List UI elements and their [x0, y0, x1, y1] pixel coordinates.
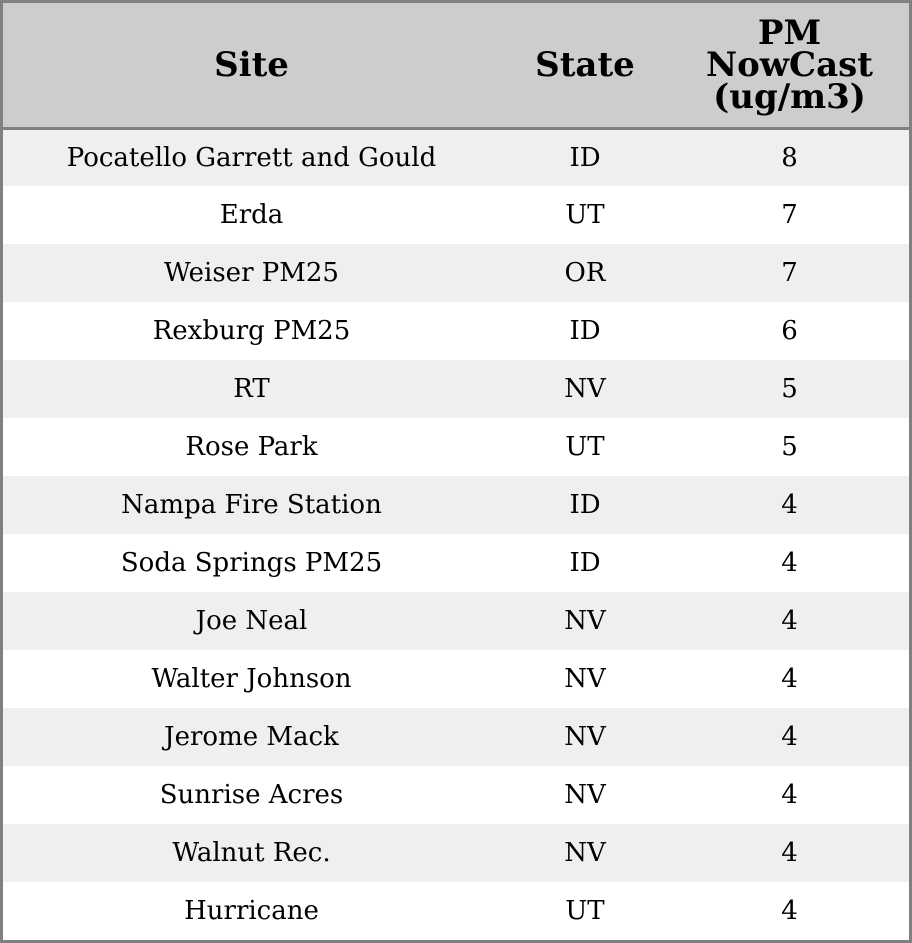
cell-state: UT — [565, 896, 605, 926]
table-row — [3, 418, 909, 476]
table-body — [3, 128, 909, 940]
cell-site: Rose Park — [185, 432, 318, 462]
cell-pm: 7 — [781, 258, 798, 288]
cell-pm: 6 — [781, 316, 798, 346]
cell-state: NV — [564, 722, 606, 752]
cell-site: Walnut Rec. — [172, 838, 331, 868]
table-row — [3, 534, 909, 592]
cell-site: Pocatello Garrett and Gould — [66, 142, 437, 173]
cell-pm: 4 — [781, 780, 798, 810]
cell-pm: 4 — [781, 664, 798, 694]
table-row — [3, 476, 909, 534]
cell-state: UT — [565, 432, 605, 462]
cell-site: Erda — [219, 200, 284, 230]
pm-header-line-3: (ug/m3) — [713, 76, 866, 117]
cell-pm: 4 — [781, 838, 798, 868]
cell-pm: 7 — [781, 200, 798, 230]
cell-site: Rexburg PM25 — [152, 316, 351, 346]
cell-site: Hurricane — [184, 896, 319, 926]
table-row — [3, 360, 909, 418]
cell-state: ID — [569, 548, 601, 578]
cell-state: OR — [564, 258, 606, 288]
table-row — [3, 128, 909, 186]
cell-site: Joe Neal — [195, 606, 308, 636]
cell-state: ID — [569, 316, 601, 346]
cell-state: ID — [569, 490, 601, 520]
cell-site: RT — [233, 374, 270, 404]
table-row — [3, 708, 909, 766]
cell-state: NV — [564, 838, 606, 868]
cell-state: NV — [564, 664, 606, 694]
cell-state: NV — [564, 374, 606, 404]
cell-site: Soda Springs PM25 — [120, 548, 383, 578]
cell-pm: 5 — [781, 432, 798, 462]
table-row — [3, 302, 909, 360]
cell-state: NV — [564, 780, 606, 810]
cell-site: Jerome Mack — [164, 722, 339, 752]
cell-site: Weiser PM25 — [164, 258, 339, 288]
table-header — [3, 3, 909, 128]
cell-pm: 4 — [781, 490, 798, 520]
table-row — [3, 244, 909, 302]
cell-site: Walter Johnson — [151, 664, 352, 694]
table-row — [3, 186, 909, 244]
cell-pm: 4 — [781, 722, 798, 752]
cell-pm: 8 — [781, 142, 798, 173]
cell-pm: 4 — [781, 548, 798, 578]
cell-pm: 4 — [781, 606, 798, 636]
cell-site: Nampa Fire Station — [121, 490, 382, 520]
column-header-state[interactable]: State — [500, 3, 670, 128]
pm-header-line-1: PM — [757, 12, 822, 53]
column-header-pm-nowcast[interactable] — [670, 3, 909, 128]
table-row — [3, 766, 909, 824]
pm-nowcast-table — [3, 3, 909, 940]
cell-pm: 5 — [781, 374, 798, 404]
table-row — [3, 824, 909, 882]
pm-header-line-2: NowCast — [706, 44, 873, 85]
cell-state: UT — [565, 200, 605, 230]
table-row — [3, 650, 909, 708]
table-row — [3, 592, 909, 650]
column-header-site[interactable]: Site — [3, 3, 500, 128]
table-row — [3, 882, 909, 940]
cell-pm: 4 — [781, 896, 798, 926]
cell-state: ID — [569, 142, 601, 173]
cell-site: Sunrise Acres — [159, 780, 344, 810]
header-row — [3, 3, 909, 128]
cell-state: NV — [564, 606, 606, 636]
